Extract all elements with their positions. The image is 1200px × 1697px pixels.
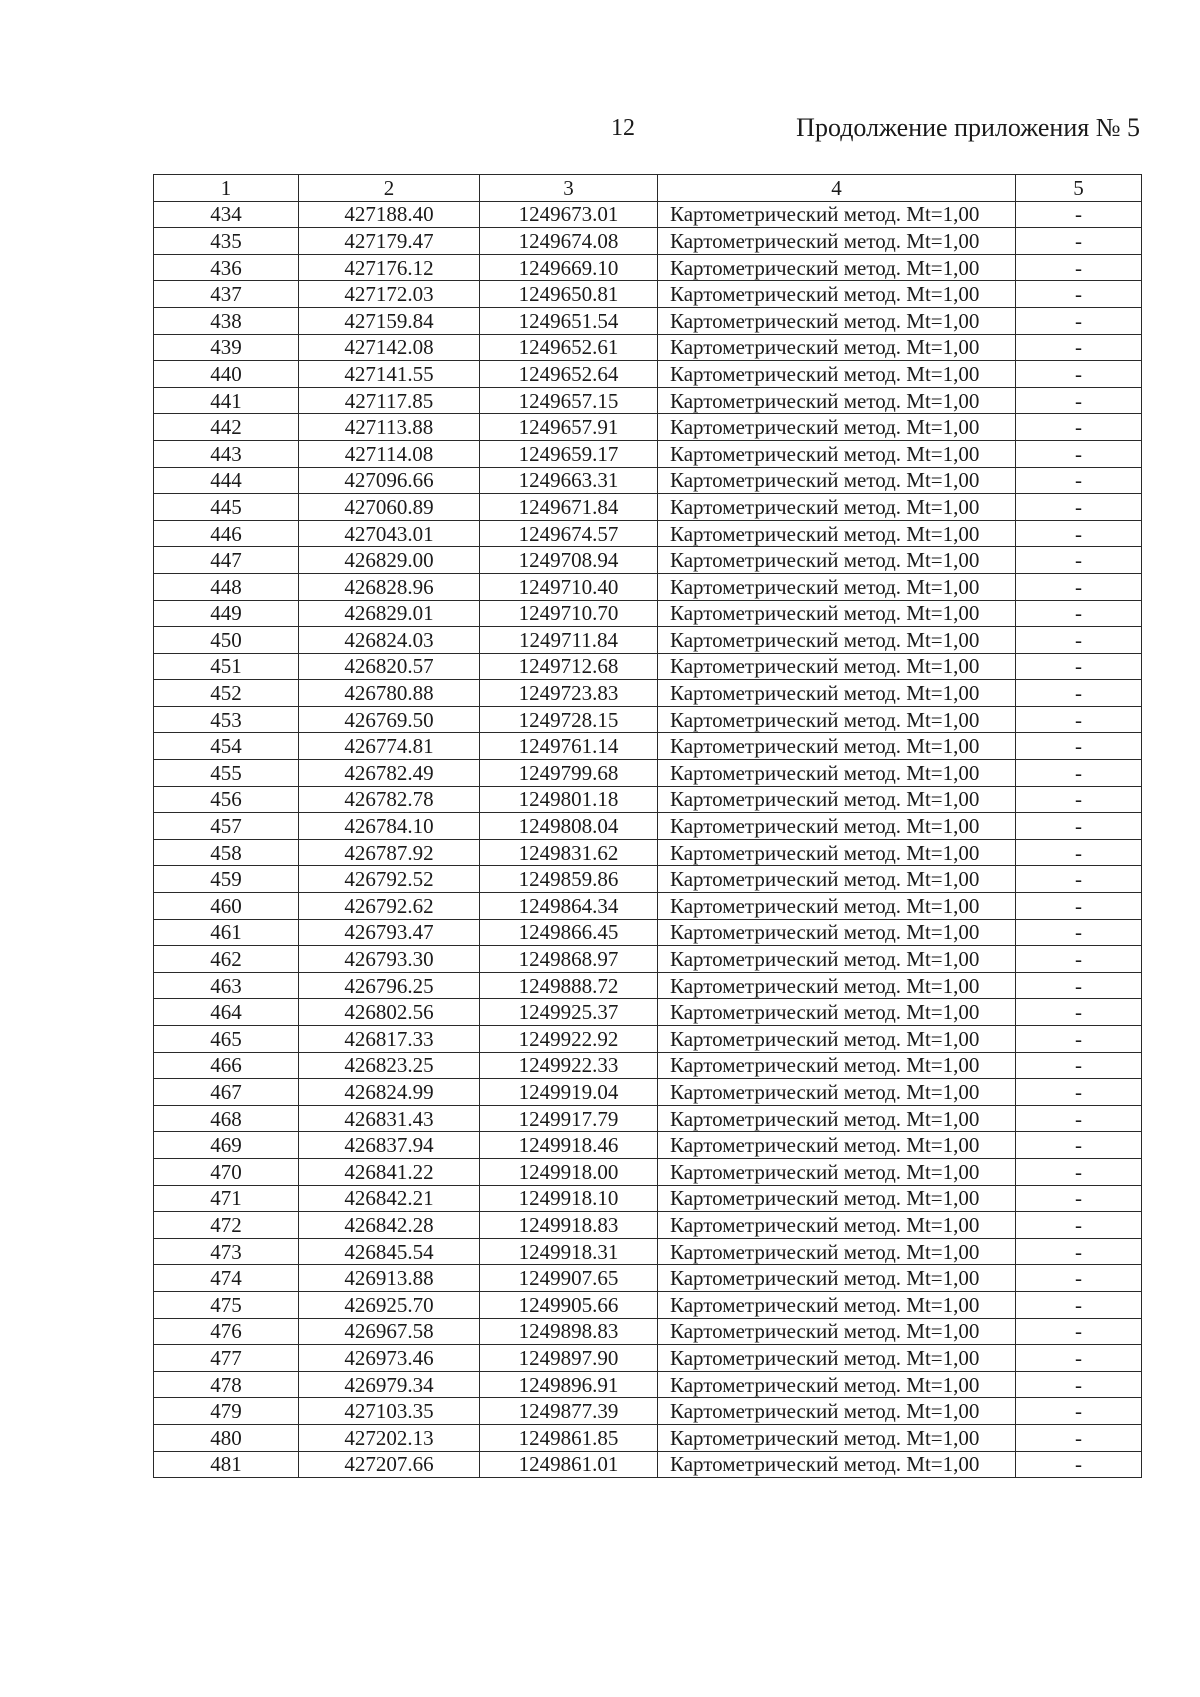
column-header-1: 1 bbox=[154, 175, 299, 202]
note-cell: - bbox=[1016, 839, 1142, 866]
y-coordinate-cell: 1249723.83 bbox=[480, 680, 658, 707]
point-number-cell: 445 bbox=[154, 494, 299, 521]
table-row bbox=[154, 228, 1142, 255]
x-coordinate-cell: 427202.13 bbox=[299, 1424, 480, 1451]
table-row bbox=[154, 839, 1142, 866]
point-number-cell: 474 bbox=[154, 1265, 299, 1292]
y-coordinate-cell: 1249728.15 bbox=[480, 706, 658, 733]
x-coordinate-cell: 426824.03 bbox=[299, 627, 480, 654]
method-cell: Картометрический метод. Mt=1,00 bbox=[658, 893, 1016, 920]
x-coordinate-cell: 426841.22 bbox=[299, 1158, 480, 1185]
y-coordinate-cell: 1249866.45 bbox=[480, 919, 658, 946]
method-cell: Картометрический метод. Mt=1,00 bbox=[658, 201, 1016, 228]
y-coordinate-cell: 1249861.85 bbox=[480, 1424, 658, 1451]
table-row bbox=[154, 1291, 1142, 1318]
method-cell: Картометрический метод. Mt=1,00 bbox=[658, 547, 1016, 574]
y-coordinate-cell: 1249673.01 bbox=[480, 201, 658, 228]
point-number-cell: 465 bbox=[154, 1026, 299, 1053]
y-coordinate-cell: 1249808.04 bbox=[480, 813, 658, 840]
point-number-cell: 463 bbox=[154, 972, 299, 999]
method-cell: Картометрический метод. Mt=1,00 bbox=[658, 1132, 1016, 1159]
note-cell: - bbox=[1016, 547, 1142, 574]
y-coordinate-cell: 1249710.40 bbox=[480, 573, 658, 600]
y-coordinate-cell: 1249918.46 bbox=[480, 1132, 658, 1159]
method-cell: Картометрический метод. Mt=1,00 bbox=[658, 1158, 1016, 1185]
point-number-cell: 481 bbox=[154, 1451, 299, 1478]
y-coordinate-cell: 1249674.08 bbox=[480, 228, 658, 255]
method-cell: Картометрический метод. Mt=1,00 bbox=[658, 972, 1016, 999]
table-row bbox=[154, 494, 1142, 521]
note-cell: - bbox=[1016, 1424, 1142, 1451]
point-number-cell: 435 bbox=[154, 228, 299, 255]
point-number-cell: 455 bbox=[154, 760, 299, 787]
x-coordinate-cell: 426913.88 bbox=[299, 1265, 480, 1292]
y-coordinate-cell: 1249918.83 bbox=[480, 1212, 658, 1239]
point-number-cell: 441 bbox=[154, 387, 299, 414]
point-number-cell: 473 bbox=[154, 1238, 299, 1265]
x-coordinate-cell: 426782.49 bbox=[299, 760, 480, 787]
table-row bbox=[154, 627, 1142, 654]
method-cell: Картометрический метод. Mt=1,00 bbox=[658, 494, 1016, 521]
table-row bbox=[154, 307, 1142, 334]
note-cell: - bbox=[1016, 440, 1142, 467]
y-coordinate-cell: 1249918.00 bbox=[480, 1158, 658, 1185]
table-row bbox=[154, 1238, 1142, 1265]
table-row bbox=[154, 361, 1142, 388]
appendix-continuation-title: Продолжение приложения № 5 bbox=[796, 113, 1140, 142]
point-number-cell: 451 bbox=[154, 653, 299, 680]
point-number-cell: 454 bbox=[154, 733, 299, 760]
y-coordinate-cell: 1249861.01 bbox=[480, 1451, 658, 1478]
y-coordinate-cell: 1249917.79 bbox=[480, 1105, 658, 1132]
x-coordinate-cell: 426787.92 bbox=[299, 839, 480, 866]
note-cell: - bbox=[1016, 307, 1142, 334]
method-cell: Картометрический метод. Mt=1,00 bbox=[658, 1345, 1016, 1372]
note-cell: - bbox=[1016, 1398, 1142, 1425]
y-coordinate-cell: 1249799.68 bbox=[480, 760, 658, 787]
table-row bbox=[154, 680, 1142, 707]
table-row bbox=[154, 1424, 1142, 1451]
table-row bbox=[154, 946, 1142, 973]
method-cell: Картометрический метод. Mt=1,00 bbox=[658, 387, 1016, 414]
x-coordinate-cell: 426831.43 bbox=[299, 1105, 480, 1132]
x-coordinate-cell: 427142.08 bbox=[299, 334, 480, 361]
note-cell: - bbox=[1016, 334, 1142, 361]
note-cell: - bbox=[1016, 1345, 1142, 1372]
note-cell: - bbox=[1016, 1451, 1142, 1478]
method-cell: Картометрический метод. Mt=1,00 bbox=[658, 1291, 1016, 1318]
x-coordinate-cell: 426823.25 bbox=[299, 1052, 480, 1079]
table-row bbox=[154, 733, 1142, 760]
method-cell: Картометрический метод. Mt=1,00 bbox=[658, 653, 1016, 680]
table-row bbox=[154, 1158, 1142, 1185]
table-row bbox=[154, 919, 1142, 946]
point-number-cell: 462 bbox=[154, 946, 299, 973]
method-cell: Картометрический метод. Mt=1,00 bbox=[658, 627, 1016, 654]
note-cell: - bbox=[1016, 1291, 1142, 1318]
y-coordinate-cell: 1249671.84 bbox=[480, 494, 658, 521]
y-coordinate-cell: 1249877.39 bbox=[480, 1398, 658, 1425]
table-row bbox=[154, 706, 1142, 733]
table-row bbox=[154, 999, 1142, 1026]
x-coordinate-cell: 427141.55 bbox=[299, 361, 480, 388]
point-number-cell: 447 bbox=[154, 547, 299, 574]
point-number-cell: 468 bbox=[154, 1105, 299, 1132]
y-coordinate-cell: 1249712.68 bbox=[480, 653, 658, 680]
note-cell: - bbox=[1016, 387, 1142, 414]
note-cell: - bbox=[1016, 972, 1142, 999]
method-cell: Картометрический метод. Mt=1,00 bbox=[658, 760, 1016, 787]
y-coordinate-cell: 1249918.31 bbox=[480, 1238, 658, 1265]
method-cell: Картометрический метод. Mt=1,00 bbox=[658, 1451, 1016, 1478]
point-number-cell: 458 bbox=[154, 839, 299, 866]
y-coordinate-cell: 1249831.62 bbox=[480, 839, 658, 866]
note-cell: - bbox=[1016, 946, 1142, 973]
x-coordinate-cell: 426769.50 bbox=[299, 706, 480, 733]
method-cell: Картометрический метод. Mt=1,00 bbox=[658, 228, 1016, 255]
x-coordinate-cell: 426979.34 bbox=[299, 1371, 480, 1398]
method-cell: Картометрический метод. Mt=1,00 bbox=[658, 946, 1016, 973]
point-number-cell: 478 bbox=[154, 1371, 299, 1398]
method-cell: Картометрический метод. Mt=1,00 bbox=[658, 361, 1016, 388]
table-row bbox=[154, 440, 1142, 467]
note-cell: - bbox=[1016, 1158, 1142, 1185]
y-coordinate-cell: 1249659.17 bbox=[480, 440, 658, 467]
table-row bbox=[154, 1052, 1142, 1079]
y-coordinate-cell: 1249864.34 bbox=[480, 893, 658, 920]
note-cell: - bbox=[1016, 281, 1142, 308]
method-cell: Картометрический метод. Mt=1,00 bbox=[658, 440, 1016, 467]
note-cell: - bbox=[1016, 813, 1142, 840]
note-cell: - bbox=[1016, 786, 1142, 813]
point-number-cell: 437 bbox=[154, 281, 299, 308]
y-coordinate-cell: 1249651.54 bbox=[480, 307, 658, 334]
y-coordinate-cell: 1249922.92 bbox=[480, 1026, 658, 1053]
table-row bbox=[154, 520, 1142, 547]
x-coordinate-cell: 426774.81 bbox=[299, 733, 480, 760]
y-coordinate-cell: 1249657.15 bbox=[480, 387, 658, 414]
table-body bbox=[154, 201, 1142, 1478]
method-cell: Картометрический метод. Mt=1,00 bbox=[658, 334, 1016, 361]
point-number-cell: 471 bbox=[154, 1185, 299, 1212]
point-number-cell: 456 bbox=[154, 786, 299, 813]
note-cell: - bbox=[1016, 1132, 1142, 1159]
table-row bbox=[154, 600, 1142, 627]
x-coordinate-cell: 426802.56 bbox=[299, 999, 480, 1026]
table-row bbox=[154, 1079, 1142, 1106]
note-cell: - bbox=[1016, 228, 1142, 255]
x-coordinate-cell: 426793.30 bbox=[299, 946, 480, 973]
note-cell: - bbox=[1016, 254, 1142, 281]
x-coordinate-cell: 426837.94 bbox=[299, 1132, 480, 1159]
point-number-cell: 475 bbox=[154, 1291, 299, 1318]
note-cell: - bbox=[1016, 653, 1142, 680]
method-cell: Картометрический метод. Mt=1,00 bbox=[658, 786, 1016, 813]
method-cell: Картометрический метод. Mt=1,00 bbox=[658, 414, 1016, 441]
note-cell: - bbox=[1016, 1318, 1142, 1345]
x-coordinate-cell: 426829.01 bbox=[299, 600, 480, 627]
y-coordinate-cell: 1249674.57 bbox=[480, 520, 658, 547]
method-cell: Картометрический метод. Mt=1,00 bbox=[658, 680, 1016, 707]
table-row bbox=[154, 813, 1142, 840]
method-cell: Картометрический метод. Mt=1,00 bbox=[658, 706, 1016, 733]
y-coordinate-cell: 1249652.61 bbox=[480, 334, 658, 361]
method-cell: Картометрический метод. Mt=1,00 bbox=[658, 1079, 1016, 1106]
point-number-cell: 436 bbox=[154, 254, 299, 281]
y-coordinate-cell: 1249859.86 bbox=[480, 866, 658, 893]
note-cell: - bbox=[1016, 414, 1142, 441]
x-coordinate-cell: 426780.88 bbox=[299, 680, 480, 707]
method-cell: Картометрический метод. Mt=1,00 bbox=[658, 1105, 1016, 1132]
x-coordinate-cell: 427103.35 bbox=[299, 1398, 480, 1425]
x-coordinate-cell: 426842.28 bbox=[299, 1212, 480, 1239]
table-row bbox=[154, 1185, 1142, 1212]
point-number-cell: 469 bbox=[154, 1132, 299, 1159]
table-row bbox=[154, 760, 1142, 787]
note-cell: - bbox=[1016, 494, 1142, 521]
y-coordinate-cell: 1249711.84 bbox=[480, 627, 658, 654]
note-cell: - bbox=[1016, 573, 1142, 600]
y-coordinate-cell: 1249801.18 bbox=[480, 786, 658, 813]
x-coordinate-cell: 426782.78 bbox=[299, 786, 480, 813]
y-coordinate-cell: 1249652.64 bbox=[480, 361, 658, 388]
note-cell: - bbox=[1016, 520, 1142, 547]
point-number-cell: 460 bbox=[154, 893, 299, 920]
method-cell: Картометрический метод. Mt=1,00 bbox=[658, 999, 1016, 1026]
note-cell: - bbox=[1016, 467, 1142, 494]
method-cell: Картометрический метод. Mt=1,00 bbox=[658, 520, 1016, 547]
method-cell: Картометрический метод. Mt=1,00 bbox=[658, 1398, 1016, 1425]
y-coordinate-cell: 1249761.14 bbox=[480, 733, 658, 760]
y-coordinate-cell: 1249907.65 bbox=[480, 1265, 658, 1292]
note-cell: - bbox=[1016, 760, 1142, 787]
method-cell: Картометрический метод. Mt=1,00 bbox=[658, 1265, 1016, 1292]
y-coordinate-cell: 1249898.83 bbox=[480, 1318, 658, 1345]
table-row bbox=[154, 414, 1142, 441]
x-coordinate-cell: 427114.08 bbox=[299, 440, 480, 467]
y-coordinate-cell: 1249905.66 bbox=[480, 1291, 658, 1318]
y-coordinate-cell: 1249897.90 bbox=[480, 1345, 658, 1372]
method-cell: Картометрический метод. Mt=1,00 bbox=[658, 1052, 1016, 1079]
column-header-4: 4 bbox=[658, 175, 1016, 202]
point-number-cell: 443 bbox=[154, 440, 299, 467]
x-coordinate-cell: 426829.00 bbox=[299, 547, 480, 574]
y-coordinate-cell: 1249868.97 bbox=[480, 946, 658, 973]
point-number-cell: 479 bbox=[154, 1398, 299, 1425]
note-cell: - bbox=[1016, 600, 1142, 627]
x-coordinate-cell: 426824.99 bbox=[299, 1079, 480, 1106]
y-coordinate-cell: 1249896.91 bbox=[480, 1371, 658, 1398]
x-coordinate-cell: 427043.01 bbox=[299, 520, 480, 547]
y-coordinate-cell: 1249922.33 bbox=[480, 1052, 658, 1079]
x-coordinate-cell: 426784.10 bbox=[299, 813, 480, 840]
method-cell: Картометрический метод. Mt=1,00 bbox=[658, 866, 1016, 893]
note-cell: - bbox=[1016, 627, 1142, 654]
point-number-cell: 434 bbox=[154, 201, 299, 228]
note-cell: - bbox=[1016, 1212, 1142, 1239]
method-cell: Картометрический метод. Mt=1,00 bbox=[658, 1371, 1016, 1398]
table-row bbox=[154, 1451, 1142, 1478]
point-number-cell: 461 bbox=[154, 919, 299, 946]
note-cell: - bbox=[1016, 1026, 1142, 1053]
point-number-cell: 453 bbox=[154, 706, 299, 733]
y-coordinate-cell: 1249925.37 bbox=[480, 999, 658, 1026]
method-cell: Картометрический метод. Mt=1,00 bbox=[658, 600, 1016, 627]
x-coordinate-cell: 427117.85 bbox=[299, 387, 480, 414]
x-coordinate-cell: 427060.89 bbox=[299, 494, 480, 521]
y-coordinate-cell: 1249710.70 bbox=[480, 600, 658, 627]
note-cell: - bbox=[1016, 1105, 1142, 1132]
y-coordinate-cell: 1249918.10 bbox=[480, 1185, 658, 1212]
note-cell: - bbox=[1016, 1238, 1142, 1265]
method-cell: Картометрический метод. Mt=1,00 bbox=[658, 733, 1016, 760]
y-coordinate-cell: 1249919.04 bbox=[480, 1079, 658, 1106]
note-cell: - bbox=[1016, 893, 1142, 920]
point-number-cell: 439 bbox=[154, 334, 299, 361]
x-coordinate-cell: 427176.12 bbox=[299, 254, 480, 281]
note-cell: - bbox=[1016, 866, 1142, 893]
header-row bbox=[154, 175, 1142, 202]
method-cell: Картометрический метод. Mt=1,00 bbox=[658, 467, 1016, 494]
point-number-cell: 448 bbox=[154, 573, 299, 600]
table-row bbox=[154, 547, 1142, 574]
point-number-cell: 466 bbox=[154, 1052, 299, 1079]
column-header-3: 3 bbox=[480, 175, 658, 202]
point-number-cell: 449 bbox=[154, 600, 299, 627]
y-coordinate-cell: 1249657.91 bbox=[480, 414, 658, 441]
method-cell: Картометрический метод. Mt=1,00 bbox=[658, 254, 1016, 281]
note-cell: - bbox=[1016, 1052, 1142, 1079]
y-coordinate-cell: 1249708.94 bbox=[480, 547, 658, 574]
coordinates-table bbox=[153, 174, 1142, 1478]
note-cell: - bbox=[1016, 1371, 1142, 1398]
method-cell: Картометрический метод. Mt=1,00 bbox=[658, 1318, 1016, 1345]
x-coordinate-cell: 427188.40 bbox=[299, 201, 480, 228]
x-coordinate-cell: 426925.70 bbox=[299, 1291, 480, 1318]
y-coordinate-cell: 1249650.81 bbox=[480, 281, 658, 308]
point-number-cell: 477 bbox=[154, 1345, 299, 1372]
table-row bbox=[154, 254, 1142, 281]
table-row bbox=[154, 786, 1142, 813]
table-row bbox=[154, 387, 1142, 414]
method-cell: Картометрический метод. Mt=1,00 bbox=[658, 919, 1016, 946]
point-number-cell: 459 bbox=[154, 866, 299, 893]
method-cell: Картометрический метод. Mt=1,00 bbox=[658, 307, 1016, 334]
table-row bbox=[154, 1212, 1142, 1239]
x-coordinate-cell: 427096.66 bbox=[299, 467, 480, 494]
table-row bbox=[154, 334, 1142, 361]
table-row bbox=[154, 653, 1142, 680]
point-number-cell: 440 bbox=[154, 361, 299, 388]
table-row bbox=[154, 1105, 1142, 1132]
point-number-cell: 476 bbox=[154, 1318, 299, 1345]
point-number-cell: 450 bbox=[154, 627, 299, 654]
method-cell: Картометрический метод. Mt=1,00 bbox=[658, 1424, 1016, 1451]
note-cell: - bbox=[1016, 1079, 1142, 1106]
table-row bbox=[154, 1345, 1142, 1372]
point-number-cell: 480 bbox=[154, 1424, 299, 1451]
x-coordinate-cell: 426828.96 bbox=[299, 573, 480, 600]
x-coordinate-cell: 427179.47 bbox=[299, 228, 480, 255]
x-coordinate-cell: 427172.03 bbox=[299, 281, 480, 308]
table-row bbox=[154, 1265, 1142, 1292]
note-cell: - bbox=[1016, 1185, 1142, 1212]
point-number-cell: 446 bbox=[154, 520, 299, 547]
table-row bbox=[154, 281, 1142, 308]
note-cell: - bbox=[1016, 733, 1142, 760]
method-cell: Картометрический метод. Mt=1,00 bbox=[658, 813, 1016, 840]
note-cell: - bbox=[1016, 706, 1142, 733]
table-row bbox=[154, 573, 1142, 600]
method-cell: Картометрический метод. Mt=1,00 bbox=[658, 1185, 1016, 1212]
point-number-cell: 457 bbox=[154, 813, 299, 840]
table-row bbox=[154, 1371, 1142, 1398]
table-row bbox=[154, 1318, 1142, 1345]
x-coordinate-cell: 427207.66 bbox=[299, 1451, 480, 1478]
table-row bbox=[154, 1398, 1142, 1425]
table-row bbox=[154, 1026, 1142, 1053]
table-header bbox=[154, 175, 1142, 202]
x-coordinate-cell: 426967.58 bbox=[299, 1318, 480, 1345]
point-number-cell: 442 bbox=[154, 414, 299, 441]
point-number-cell: 467 bbox=[154, 1079, 299, 1106]
x-coordinate-cell: 427159.84 bbox=[299, 307, 480, 334]
x-coordinate-cell: 426845.54 bbox=[299, 1238, 480, 1265]
method-cell: Картометрический метод. Mt=1,00 bbox=[658, 1212, 1016, 1239]
column-header-5: 5 bbox=[1016, 175, 1142, 202]
x-coordinate-cell: 426792.62 bbox=[299, 893, 480, 920]
method-cell: Картометрический метод. Mt=1,00 bbox=[658, 1238, 1016, 1265]
x-coordinate-cell: 426793.47 bbox=[299, 919, 480, 946]
point-number-cell: 470 bbox=[154, 1158, 299, 1185]
note-cell: - bbox=[1016, 919, 1142, 946]
page-number: 12 bbox=[611, 115, 635, 141]
x-coordinate-cell: 427113.88 bbox=[299, 414, 480, 441]
x-coordinate-cell: 426792.52 bbox=[299, 866, 480, 893]
x-coordinate-cell: 426820.57 bbox=[299, 653, 480, 680]
point-number-cell: 444 bbox=[154, 467, 299, 494]
y-coordinate-cell: 1249663.31 bbox=[480, 467, 658, 494]
x-coordinate-cell: 426973.46 bbox=[299, 1345, 480, 1372]
table-row bbox=[154, 201, 1142, 228]
y-coordinate-cell: 1249888.72 bbox=[480, 972, 658, 999]
x-coordinate-cell: 426796.25 bbox=[299, 972, 480, 999]
table-row bbox=[154, 972, 1142, 999]
column-header-2: 2 bbox=[299, 175, 480, 202]
point-number-cell: 438 bbox=[154, 307, 299, 334]
point-number-cell: 472 bbox=[154, 1212, 299, 1239]
point-number-cell: 452 bbox=[154, 680, 299, 707]
y-coordinate-cell: 1249669.10 bbox=[480, 254, 658, 281]
note-cell: - bbox=[1016, 680, 1142, 707]
table-row bbox=[154, 893, 1142, 920]
note-cell: - bbox=[1016, 361, 1142, 388]
method-cell: Картометрический метод. Mt=1,00 bbox=[658, 573, 1016, 600]
method-cell: Картометрический метод. Mt=1,00 bbox=[658, 839, 1016, 866]
table-row bbox=[154, 467, 1142, 494]
note-cell: - bbox=[1016, 999, 1142, 1026]
note-cell: - bbox=[1016, 1265, 1142, 1292]
x-coordinate-cell: 426817.33 bbox=[299, 1026, 480, 1053]
note-cell: - bbox=[1016, 201, 1142, 228]
x-coordinate-cell: 426842.21 bbox=[299, 1185, 480, 1212]
method-cell: Картометрический метод. Mt=1,00 bbox=[658, 281, 1016, 308]
table-row bbox=[154, 866, 1142, 893]
method-cell: Картометрический метод. Mt=1,00 bbox=[658, 1026, 1016, 1053]
point-number-cell: 464 bbox=[154, 999, 299, 1026]
table-row bbox=[154, 1132, 1142, 1159]
